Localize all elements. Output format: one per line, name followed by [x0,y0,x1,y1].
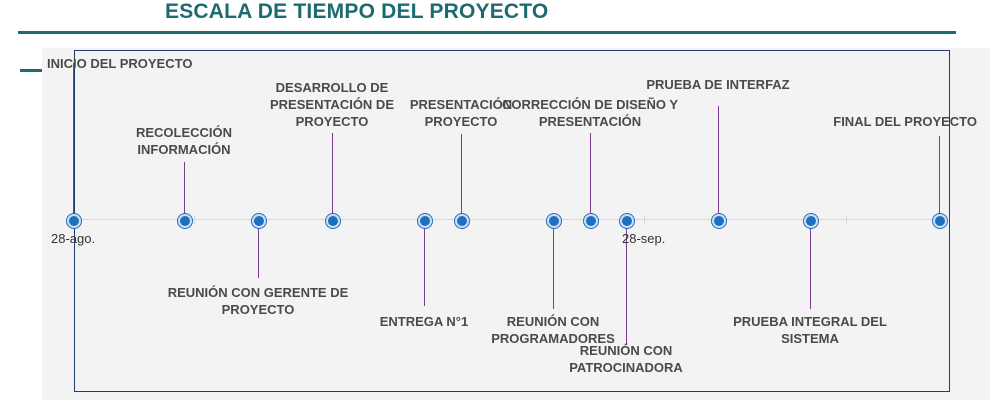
milestone-label: REUNIÓN CON PATROCINADORA [569,343,683,375]
milestone-label: REUNIÓN CON GERENTE DE PROYECTO [167,285,349,317]
milestone-marker [804,214,818,228]
milestone-stem [718,106,719,220]
milestone-label: RECOLECCIÓN INFORMACIÓN [135,125,233,157]
milestone-stem [258,220,259,278]
milestone-label: PRUEBA DE INTERFAZ [646,77,790,92]
date-label-start: 28-ago. [51,231,96,246]
milestone-marker [252,214,266,228]
milestone-stem [590,133,591,220]
axis-tick [846,215,847,224]
milestone-label: REUNIÓN CON PROGRAMADORES [491,314,615,346]
milestone-marker [620,214,634,228]
milestone-marker [933,214,947,228]
milestone-marker [455,214,469,228]
milestone-stem [424,220,425,306]
milestone-stem [461,134,462,220]
side-accent [20,69,42,72]
date-label-mid: 28-sep. [622,231,666,246]
milestone-label: FINAL DEL PROYECTO [833,114,977,129]
milestone-marker [67,214,81,228]
milestone-stem [939,136,940,220]
title-underline [18,31,956,34]
milestone-marker [547,214,561,228]
milestone-marker [712,214,726,228]
axis-tick [194,215,195,224]
milestone-marker [178,214,192,228]
milestone-label: INICIO DEL PROYECTO [47,56,193,71]
milestone-label: DESARROLLO DE PRESENTACIÓN DE PROYECTO [270,80,394,129]
milestone-label: PRUEBA INTEGRAL DEL SISTEMA [733,314,887,346]
milestone-stem [73,63,74,220]
page-title: ESCALA DE TIEMPO DEL PROYECTO [165,0,549,23]
milestone-stem [332,133,333,220]
milestone-label: ENTREGA N°1 [379,314,469,329]
axis-tick [644,215,645,224]
milestone-marker [418,214,432,228]
milestone-stem [810,220,811,309]
milestone-marker [584,214,598,228]
milestone-stem [553,220,554,309]
milestone-marker [326,214,340,228]
milestone-label: CORRECCIÓN DE DISEÑO Y PRESENTACIÓN [501,97,678,129]
milestone-stem [184,162,185,220]
milestone-label: PRESENTACIÓN PROYECTO [409,97,513,129]
